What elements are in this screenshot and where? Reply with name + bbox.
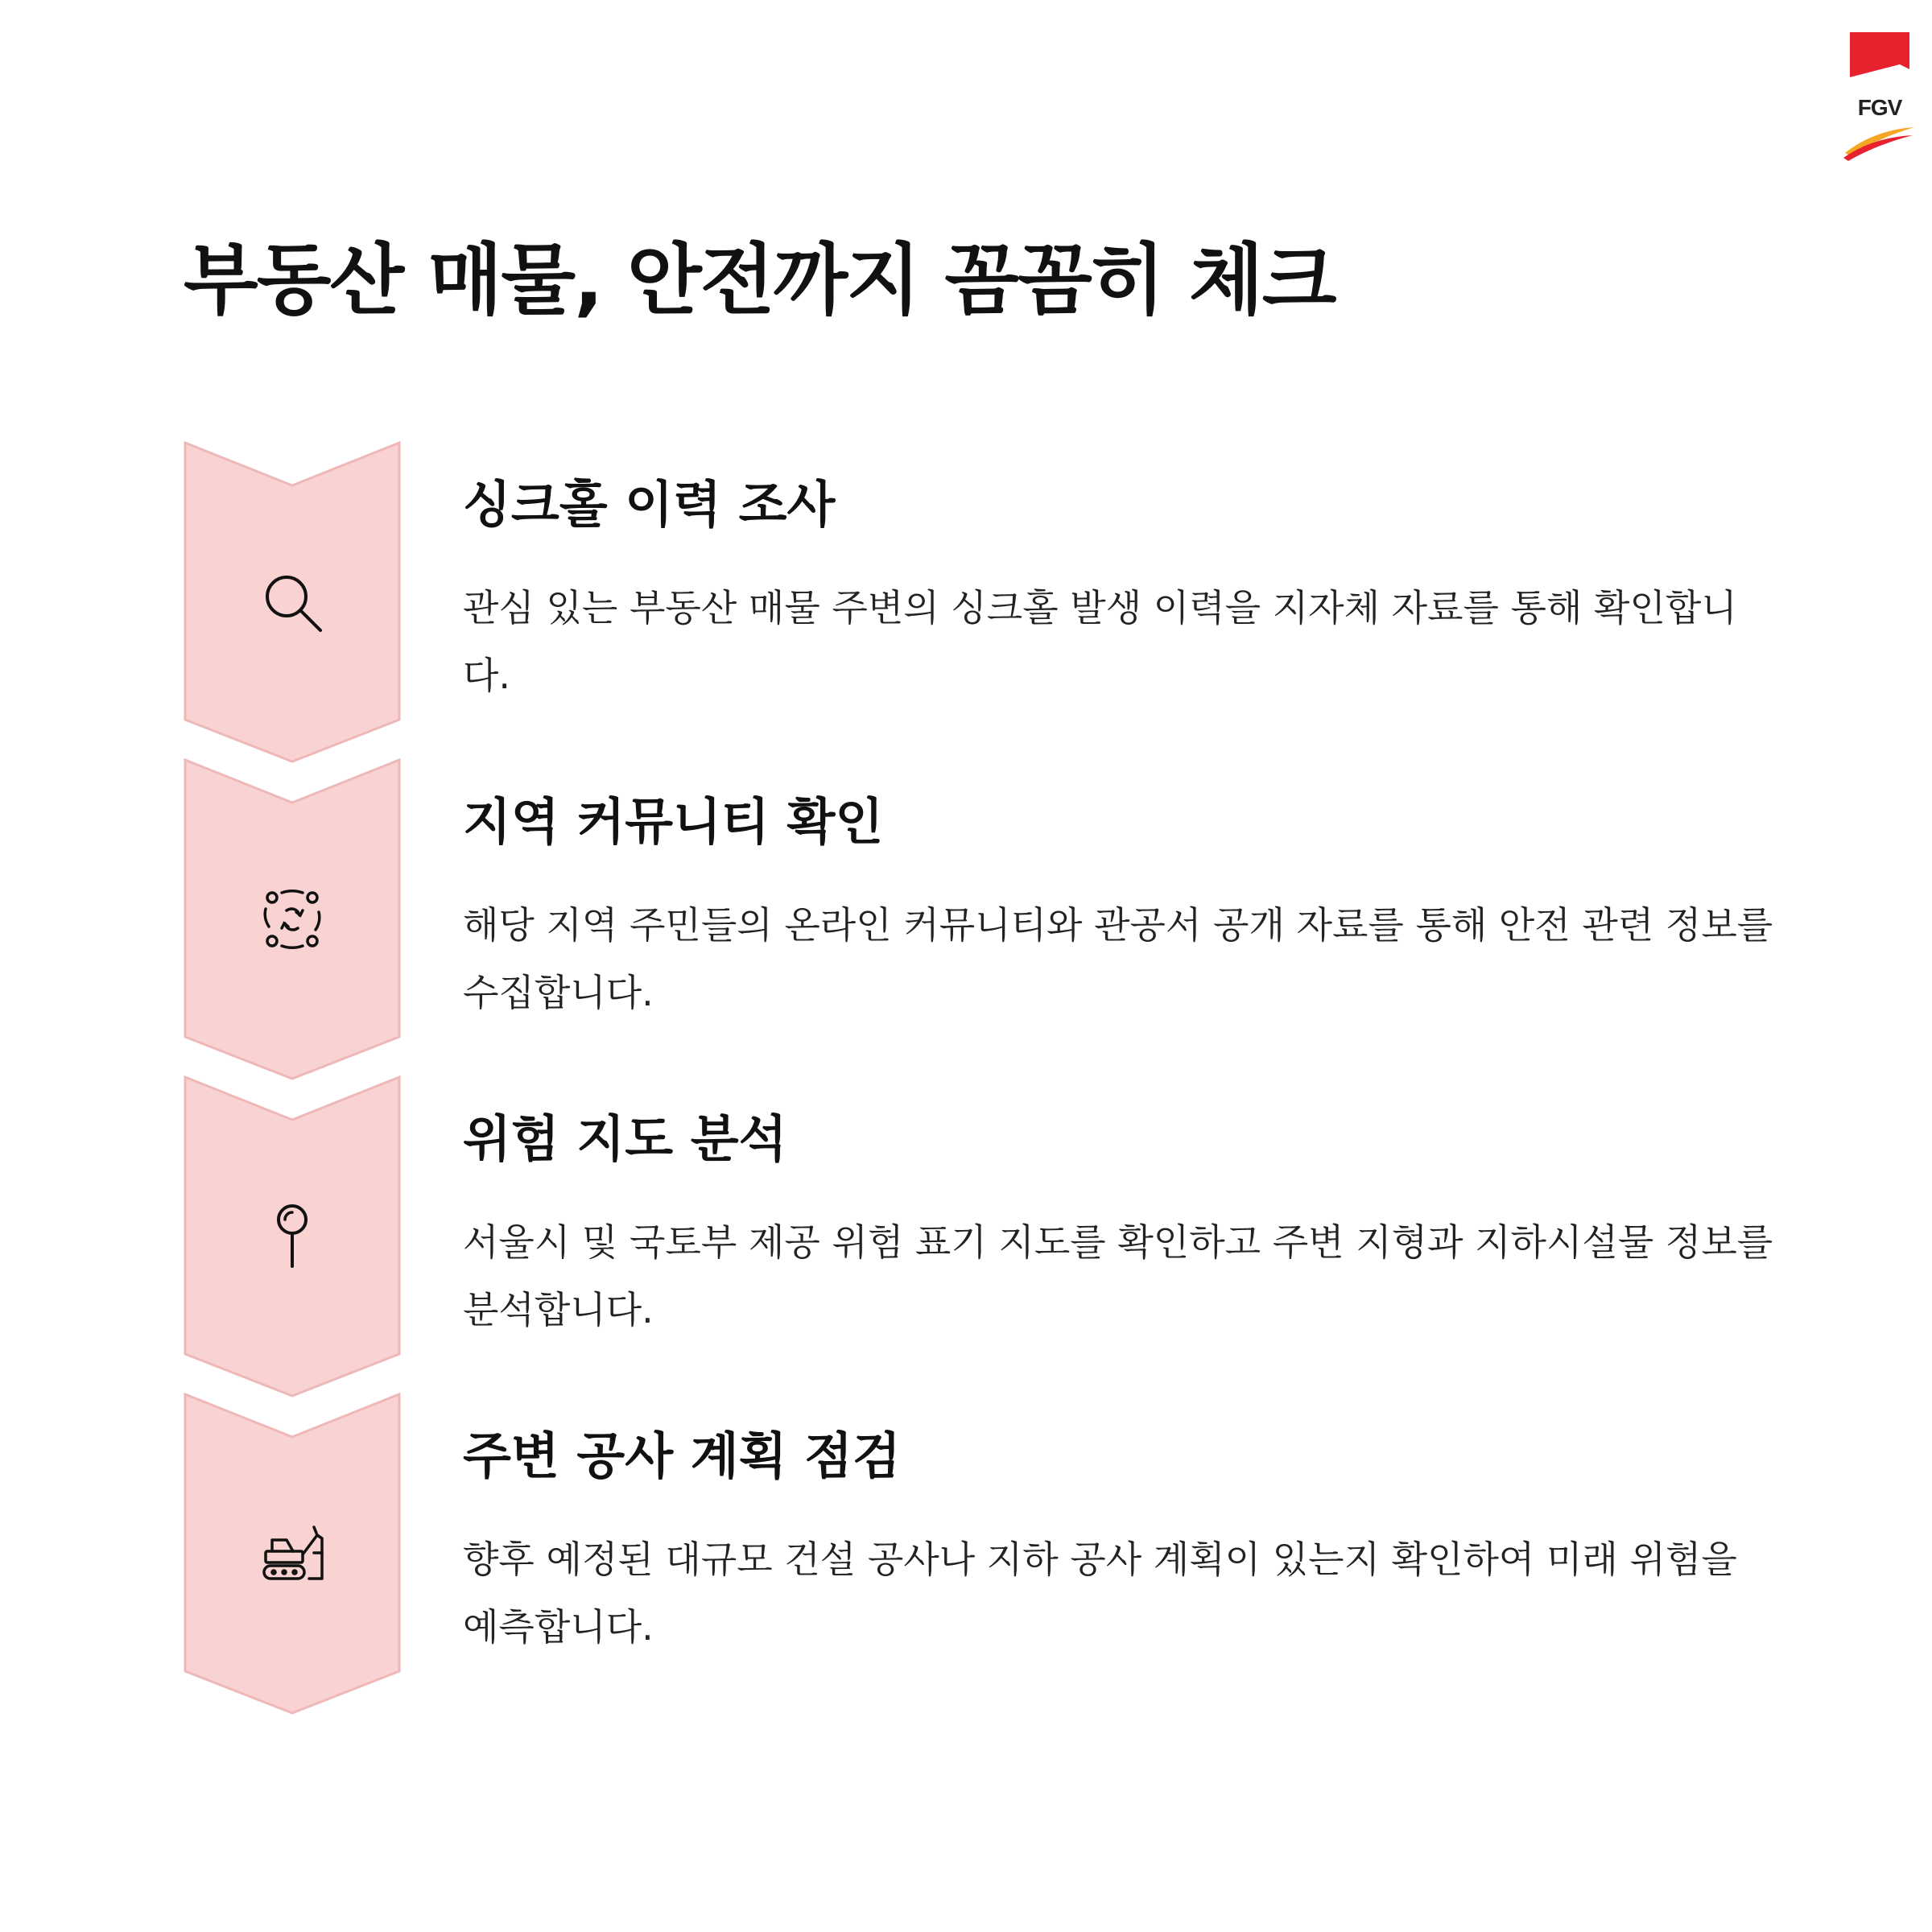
step-description: 향후 예정된 대규모 건설 공사나 지하 공사 계획이 있는지 확인하여 미래 위험을 예측합니다.: [463, 1538, 1737, 1649]
step-description: 서울시 및 국토부 제공 위험 표기 지도를 확인하고 주변 지형과 지하시설물 정보를 분석합니다.: [463, 1220, 1773, 1331]
search-icon: [256, 566, 328, 638]
community-icon: [256, 883, 328, 956]
step-title: 위험 지도 분석: [463, 1109, 787, 1168]
excavator-icon: [256, 1517, 328, 1590]
step-item-risk-map: [0, 1075, 1932, 1397]
map-pin-icon: [256, 1200, 328, 1273]
logo-text: FGV: [1857, 95, 1902, 120]
step-item-sinkhole-history: [0, 441, 1932, 763]
step-title: 지역 커뮤니티 확인: [463, 792, 884, 851]
page-title: 부동산 매물, 안전까지 꼼꼼히 체크: [184, 235, 1335, 325]
step-item-construction-plan: [0, 1393, 1932, 1715]
step-title: 주변 공사 계획 점검: [463, 1426, 901, 1485]
step-description: 해당 지역 주민들의 온라인 커뮤니티와 관공서 공개 자료를 통해 안전 관련 정보를 수집합니다.: [463, 903, 1773, 1014]
step-description: 관심 있는 부동산 매물 주변의 싱크홀 발생 이력을 지자체 자료를 통해 확인합니다.: [463, 586, 1737, 697]
step-title: 싱크홀 이력 조사: [463, 475, 836, 534]
step-item-community-check: [0, 758, 1932, 1080]
